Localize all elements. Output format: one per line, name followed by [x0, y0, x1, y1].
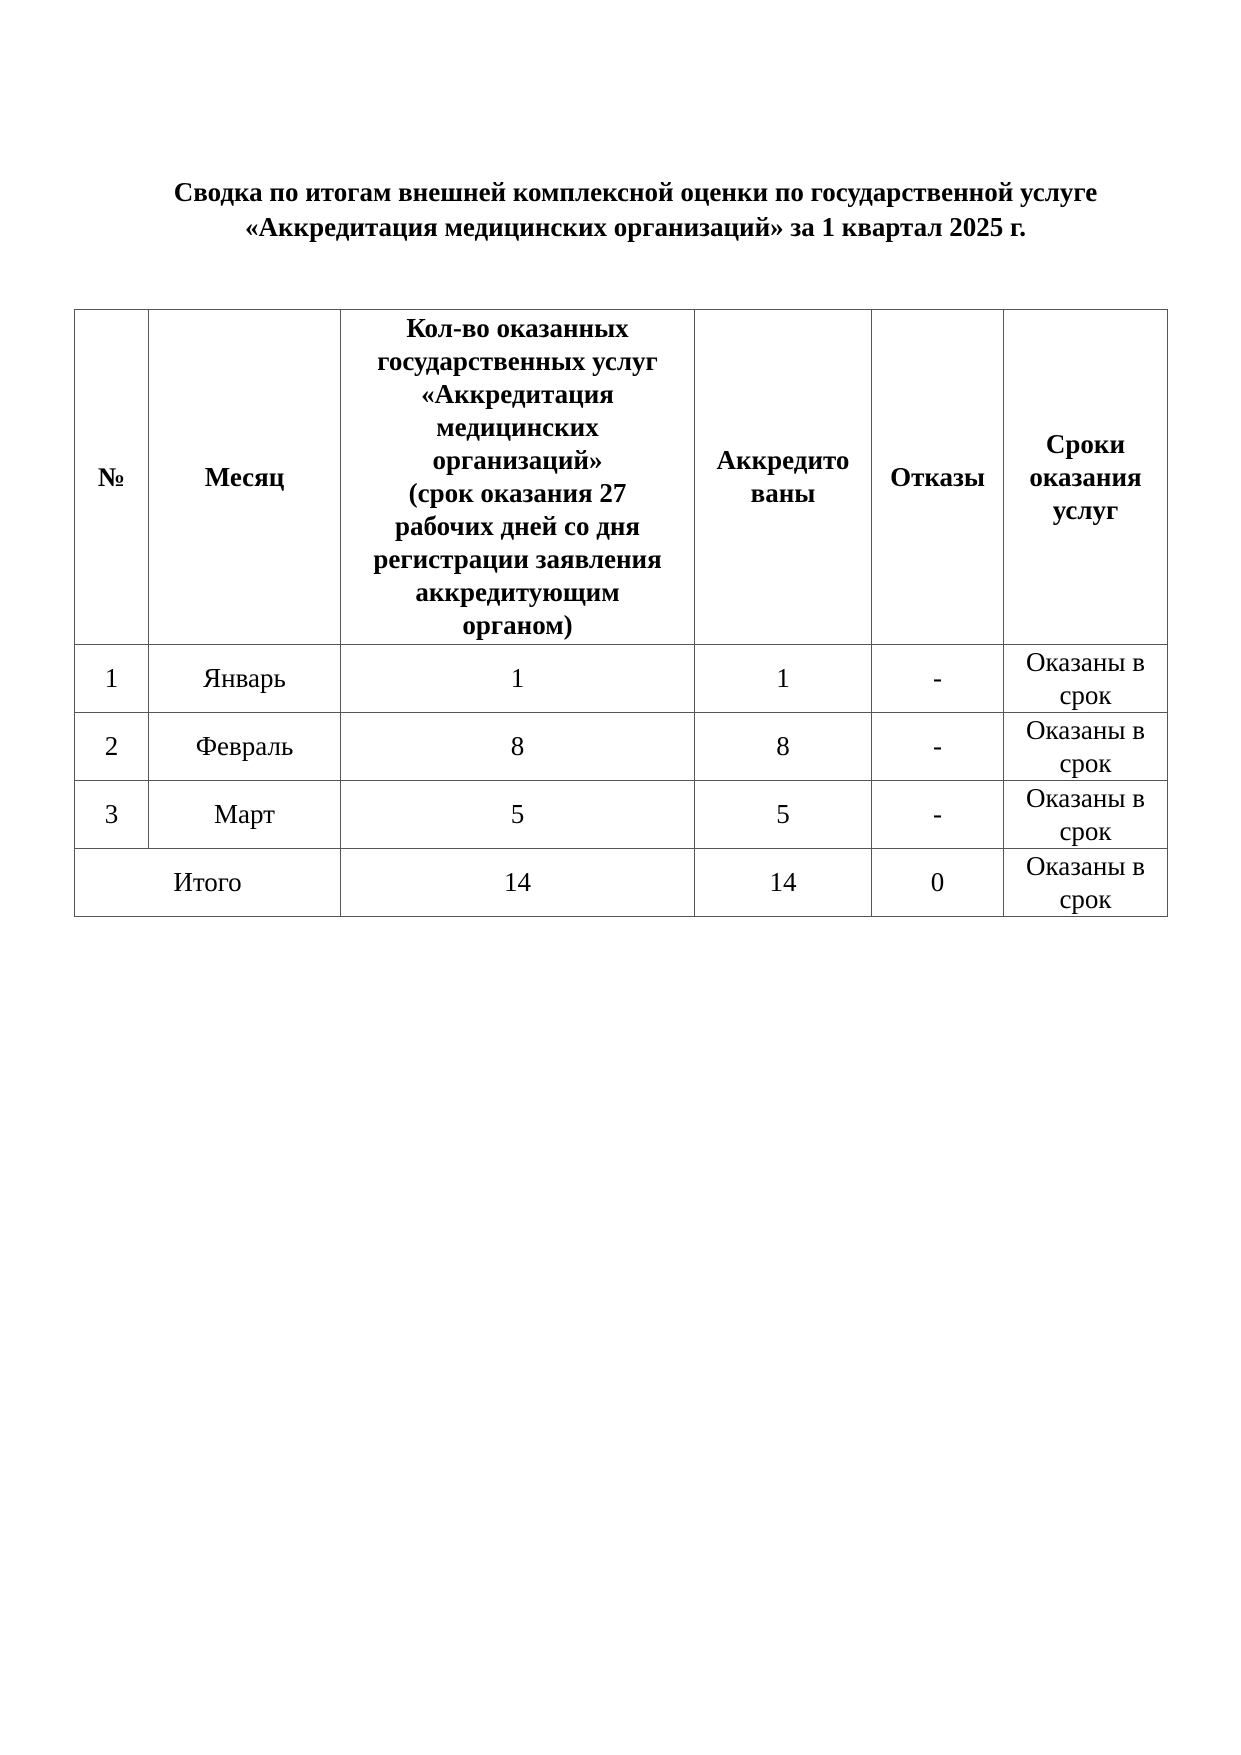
total-row [75, 849, 1168, 917]
cell-deadline-line: Оказаны в [1026, 646, 1145, 677]
header-deadlines-line: Сроки [1045, 428, 1126, 459]
header-services-count-line: «Аккредитация [421, 379, 614, 409]
header-services-count [341, 310, 695, 645]
cell-month: Март [149, 781, 341, 849]
page-title-line-1: Сводка по итогам внешней комплексной оценки по государственной услуге [173, 177, 1098, 207]
cell-number: 3 [75, 781, 149, 849]
total-label: Итого [75, 849, 341, 917]
table-row [75, 781, 1168, 849]
cell-deadline-line: Оказаны в [1026, 782, 1145, 813]
cell-deadline-line: срок [1059, 747, 1112, 778]
header-month: Месяц [149, 310, 341, 645]
cell-number: 1 [75, 645, 149, 713]
header-accredited [695, 310, 872, 645]
header-accredited-line: ваны [750, 478, 816, 508]
summary-table [74, 309, 1168, 917]
total-deadline-line: Оказаны в [1026, 850, 1145, 881]
header-services-count-line: государственных услуг [377, 346, 658, 376]
header-deadlines-line: оказания [1029, 461, 1142, 492]
header-services-count-line: органом) [462, 610, 573, 640]
table-row [75, 645, 1168, 713]
cell-deadline [1004, 781, 1168, 849]
total-deadline [1004, 849, 1168, 917]
header-services-count-line: рабочих дней со дня [394, 511, 641, 541]
header-refusals: Отказы [872, 310, 1004, 645]
total-count: 14 [341, 849, 695, 917]
total-refusals: 0 [872, 849, 1004, 917]
total-deadline-line: срок [1059, 883, 1112, 914]
header-services-count-line: регистрации заявления [373, 544, 662, 574]
page-title-line-2: «Аккредитация медицинских организаций» за 1 квартал 2025 г. [244, 212, 1027, 242]
cell-refusals: - [872, 645, 1004, 713]
cell-deadline [1004, 713, 1168, 781]
cell-deadline-line: Оказаны в [1026, 714, 1145, 745]
header-services-count-line: Кол-во оказанных [406, 313, 629, 343]
header-services-count-line: медицинских [436, 412, 599, 442]
header-services-count-line: (срок оказания 27 [408, 478, 627, 508]
cell-number: 2 [75, 713, 149, 781]
cell-accredited: 1 [695, 645, 872, 713]
header-row [75, 310, 1168, 645]
header-services-count-line: организаций» [432, 445, 603, 475]
total-accredited: 14 [695, 849, 872, 917]
cell-deadline-line: срок [1059, 815, 1112, 846]
cell-count: 8 [341, 713, 695, 781]
cell-deadline [1004, 645, 1168, 713]
cell-refusals: - [872, 781, 1004, 849]
header-deadlines [1004, 310, 1168, 645]
header-accredited-line: Аккредито [716, 445, 850, 475]
cell-count: 5 [341, 781, 695, 849]
cell-accredited: 5 [695, 781, 872, 849]
header-number: № [75, 310, 149, 645]
table-row [75, 713, 1168, 781]
page-title [100, 175, 1171, 245]
header-deadlines-line: услуг [1052, 494, 1119, 525]
header-services-count-line: аккредитующим [415, 577, 620, 607]
cell-count: 1 [341, 645, 695, 713]
cell-deadline-line: срок [1059, 679, 1112, 710]
cell-accredited: 8 [695, 713, 872, 781]
cell-month: Январь [149, 645, 341, 713]
cell-month: Февраль [149, 713, 341, 781]
cell-refusals: - [872, 713, 1004, 781]
